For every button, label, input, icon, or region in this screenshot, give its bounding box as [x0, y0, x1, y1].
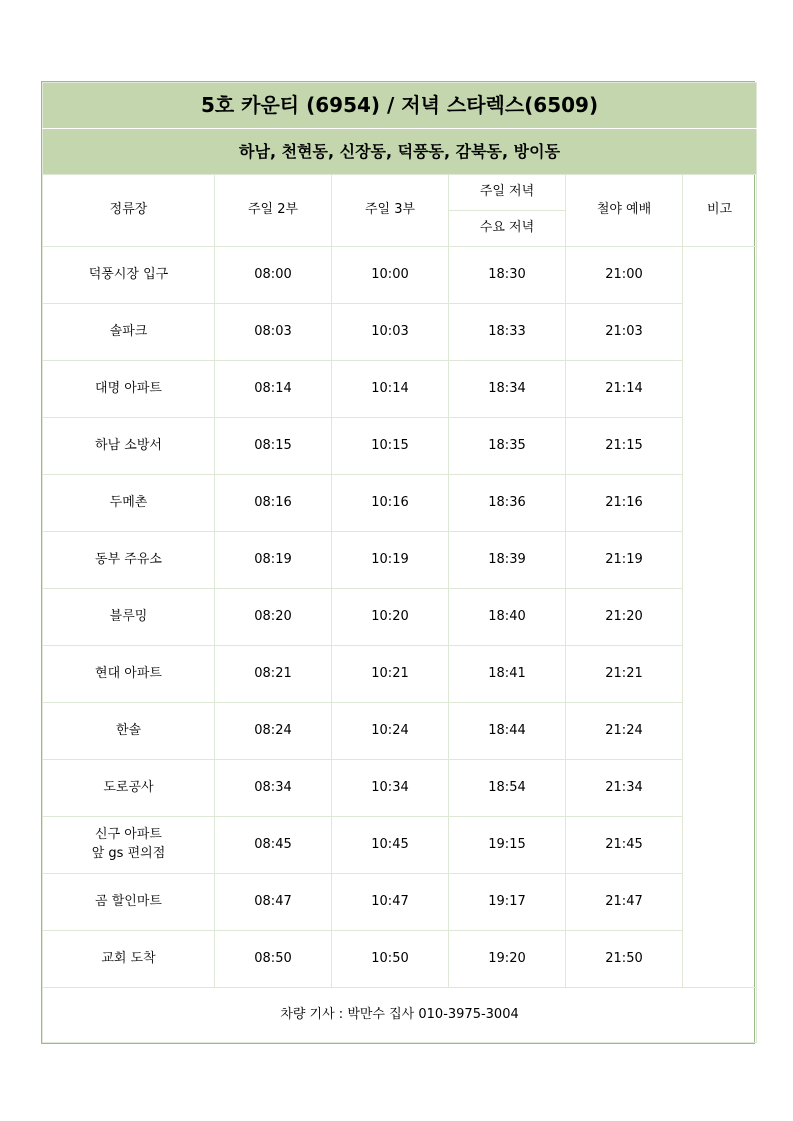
stop-name-line: 대명 아파트: [95, 380, 162, 396]
time-sunday-2nd: 08:50: [215, 931, 332, 988]
time-overnight: 21:47: [566, 874, 683, 931]
header-sunday-evening: 주일 저녁: [449, 175, 566, 211]
time-overnight: 21:20: [566, 589, 683, 646]
time-sunday-2nd: 08:00: [215, 247, 332, 304]
time-sunday-3rd: 10:14: [332, 361, 449, 418]
time-sunday-2nd: 08:20: [215, 589, 332, 646]
stop-name: [43, 247, 215, 304]
stop-name: [43, 817, 215, 874]
table-row: [43, 931, 757, 988]
time-overnight: 21:00: [566, 247, 683, 304]
time-sunday-3rd: 10:19: [332, 532, 449, 589]
stop-name-line: 도로공사: [103, 779, 154, 795]
time-overnight: 21:15: [566, 418, 683, 475]
table-row: [43, 817, 757, 874]
stop-name-line: 신구 아파트: [95, 827, 162, 843]
time-evening: 18:40: [449, 589, 566, 646]
time-sunday-2nd: 08:19: [215, 532, 332, 589]
header-note: 비고: [683, 175, 757, 247]
stop-name: [43, 760, 215, 817]
stop-name-line: 하남 소방서: [95, 437, 162, 453]
time-sunday-3rd: 10:00: [332, 247, 449, 304]
stop-name: [43, 931, 215, 988]
time-sunday-3rd: 10:34: [332, 760, 449, 817]
stop-name-line: 현대 아파트: [95, 665, 162, 681]
time-sunday-2nd: 08:03: [215, 304, 332, 361]
header-stop: 정류장: [43, 175, 215, 247]
time-sunday-2nd: 08:34: [215, 760, 332, 817]
time-sunday-3rd: 10:50: [332, 931, 449, 988]
time-overnight: 21:19: [566, 532, 683, 589]
time-sunday-2nd: 08:16: [215, 475, 332, 532]
stop-name-line: 솔파크: [109, 323, 148, 339]
table-row: [43, 589, 757, 646]
note-cell: [683, 247, 757, 988]
header-sunday-2nd: 주일 2부: [215, 175, 332, 247]
time-sunday-3rd: 10:21: [332, 646, 449, 703]
time-overnight: 21:50: [566, 931, 683, 988]
stop-name: [43, 589, 215, 646]
header-sunday-3rd: 주일 3부: [332, 175, 449, 247]
stop-name-line: 한솔: [115, 722, 142, 738]
time-overnight: 21:34: [566, 760, 683, 817]
time-evening: 18:39: [449, 532, 566, 589]
time-overnight: 21:24: [566, 703, 683, 760]
time-overnight: 21:03: [566, 304, 683, 361]
time-sunday-3rd: 10:16: [332, 475, 449, 532]
time-sunday-2nd: 08:45: [215, 817, 332, 874]
header-wednesday-evening: 수요 저녁: [449, 211, 566, 247]
time-evening: 18:44: [449, 703, 566, 760]
time-sunday-3rd: 10:24: [332, 703, 449, 760]
time-sunday-2nd: 08:14: [215, 361, 332, 418]
table-row: [43, 361, 757, 418]
time-overnight: 21:21: [566, 646, 683, 703]
table-row: [43, 532, 757, 589]
table-row: [43, 703, 757, 760]
time-evening: 18:35: [449, 418, 566, 475]
table-row: [43, 475, 757, 532]
stop-name-line: 곰 할인마트: [95, 893, 162, 909]
table-row: [43, 646, 757, 703]
table-row: [43, 874, 757, 931]
stop-name: [43, 646, 215, 703]
time-sunday-2nd: 08:15: [215, 418, 332, 475]
stop-name: [43, 418, 215, 475]
bus-schedule-sheet: [41, 81, 755, 1044]
table-row: [43, 418, 757, 475]
stop-name-line: 교회 도착: [101, 950, 156, 966]
time-sunday-3rd: 10:45: [332, 817, 449, 874]
stop-name: [43, 304, 215, 361]
time-sunday-2nd: 08:47: [215, 874, 332, 931]
stop-name-line: 동부 주유소: [95, 551, 162, 567]
stop-name-line: 두메촌: [109, 494, 148, 510]
stop-name-line: 덕풍시장 입구: [88, 266, 169, 282]
time-overnight: 21:45: [566, 817, 683, 874]
stop-name: [43, 703, 215, 760]
time-evening: 18:33: [449, 304, 566, 361]
stop-name: [43, 874, 215, 931]
table-row: [43, 247, 757, 304]
driver-contact: 차량 기사 : 박만수 집사 010-3975-3004: [43, 988, 757, 1043]
route-areas: 하남, 천현동, 신장동, 덕풍동, 감북동, 방이동: [43, 129, 757, 175]
time-sunday-2nd: 08:24: [215, 703, 332, 760]
stop-name-line-2: 앞 gs 편의점: [91, 846, 166, 861]
time-overnight: 21:16: [566, 475, 683, 532]
stop-name-line: 블루밍: [109, 608, 148, 624]
time-evening: 18:36: [449, 475, 566, 532]
stop-name: [43, 361, 215, 418]
table-row: [43, 760, 757, 817]
time-evening: 18:34: [449, 361, 566, 418]
header-overnight-service: 철야 예배: [566, 175, 683, 247]
time-overnight: 21:14: [566, 361, 683, 418]
schedule-title: 5호 카운티 (6954) / 저녁 스타렉스(6509): [43, 83, 757, 129]
time-sunday-3rd: 10:15: [332, 418, 449, 475]
time-sunday-3rd: 10:47: [332, 874, 449, 931]
time-sunday-3rd: 10:20: [332, 589, 449, 646]
stop-name: [43, 532, 215, 589]
table-row: [43, 304, 757, 361]
time-evening: 19:20: [449, 931, 566, 988]
schedule-table: [42, 82, 757, 1043]
time-evening: 18:30: [449, 247, 566, 304]
time-evening: 18:41: [449, 646, 566, 703]
stop-name: [43, 475, 215, 532]
time-evening: 19:15: [449, 817, 566, 874]
time-evening: 18:54: [449, 760, 566, 817]
time-sunday-3rd: 10:03: [332, 304, 449, 361]
time-sunday-2nd: 08:21: [215, 646, 332, 703]
time-evening: 19:17: [449, 874, 566, 931]
